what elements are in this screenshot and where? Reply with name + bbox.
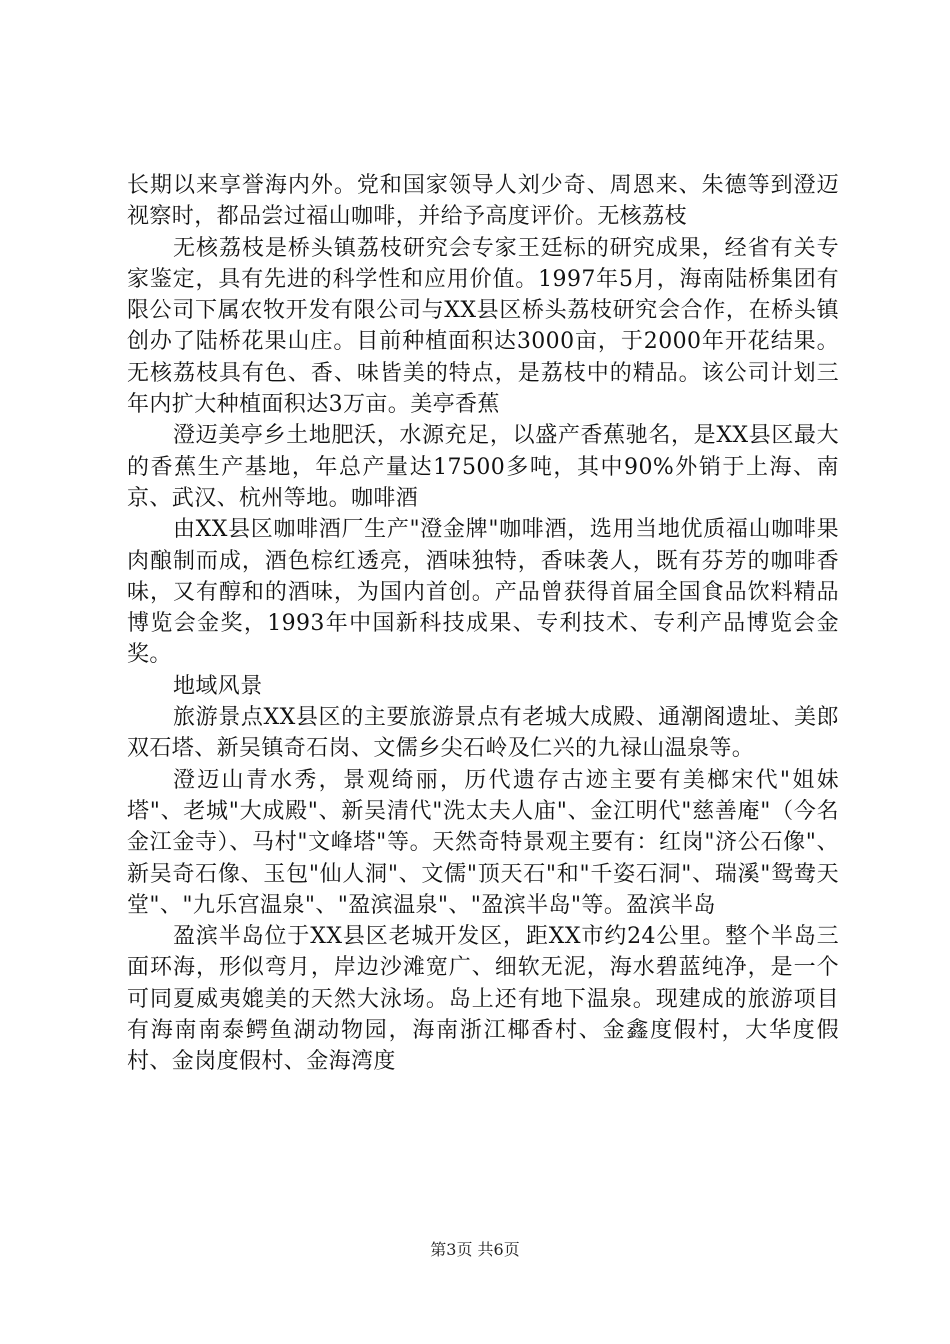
page-number-footer: 第3页 共6页 bbox=[430, 1240, 520, 1259]
paragraph-coffee-wine: 由XX县区咖啡酒厂生产"澄金牌"咖啡酒，选用当地优质福山咖啡果肉酿制而成，酒色棕红透亮，酒味独特，香味袭人，既有芬芳的咖啡香味，又有醇和的酒味，为国内首创。产品曾获得首届全国食品饮料精品博览会金奖，1993年中国新科技成果、专利技术、专利产品博览会金奖。 bbox=[127, 517, 839, 668]
paragraph-landscapes: 澄迈山青水秀，景观绮丽，历代遗存古迹主要有美榔宋代"姐妹塔"、老城"大成殿"、新吴清代"洗太夫人庙"、金江明代"慈善庵"（今名金江金寺）、马村"文峰塔"等。天然奇特景观主要有：红岗"济公石像"、新吴奇石像、玉包"仙人洞"、文儒"顶天石"和"千姿石洞"、瑞溪"鸳鸯天堂"、"九乐宫温泉"、"盈滨温泉"、"盈滨半岛"等。盈滨半岛 bbox=[127, 767, 839, 918]
paragraph-seedless-lychee: 无核荔枝是桥头镇荔枝研究会专家王廷标的研究成果，经省有关专家鉴定，具有先进的科学性和应用价值。1997年5月，海南陆桥集团有限公司下属农牧开发有限公司与XX县区桥头荔枝研究会合作，在桥头镇创办了陆桥花果山庄。目前种植面积达3000亩，于2000年开花结果。无核荔枝具有色、香、味皆美的特点，是荔枝中的精品。该公司计划三年内扩大种植面积达3万亩。美亭香蕉 bbox=[127, 235, 839, 418]
paragraph-meiting-banana: 澄迈美亭乡土地肥沃，水源充足，以盛产香蕉驰名，是XX县区最大的香蕉生产基地，年总产量达17500多吨，其中90%外销于上海、南京、武汉、杭州等地。咖啡酒 bbox=[127, 423, 839, 511]
paragraph-coffee-end: 长期以来享誉海内外。党和国家领导人刘少奇、周恩来、朱德等到澄迈视察时，都品尝过福山咖啡，并给予高度评价。无核荔枝 bbox=[127, 173, 839, 230]
paragraph-tourist-spots: 旅游景点XX县区的主要旅游景点有老城大成殿、通潮阁遗址、美郎双石塔、新吴镇奇石岗、文儒乡尖石岭及仁兴的九禄山温泉等。 bbox=[127, 705, 839, 762]
section-heading-scenery: 地域风景 bbox=[173, 673, 263, 699]
document-body bbox=[127, 170, 839, 1078]
paragraph-yingbin-peninsula: 盈滨半岛位于XX县区老城开发区，距XX市约24公里。整个半岛三面环海，形似弯月，岸边沙滩宽广、细软无泥，海水碧蓝纯净，是一个可同夏威夷媲美的天然大泳场。岛上还有地下温泉。现建成的旅游项目有海南南泰鳄鱼湖动物园，海南浙江椰香村、金鑫度假村，大华度假村、金岗度假村、金海湾度 bbox=[127, 924, 839, 1075]
